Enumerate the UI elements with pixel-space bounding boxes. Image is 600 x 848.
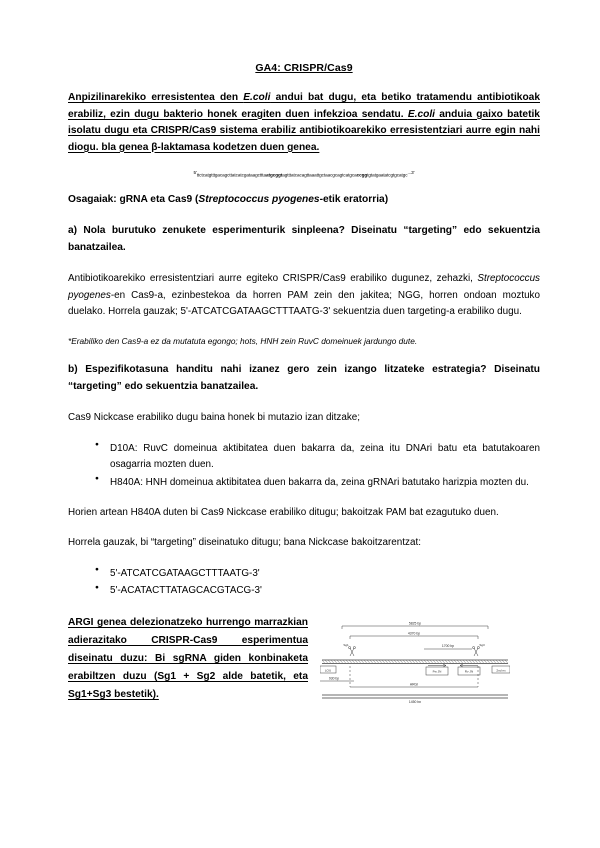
components-suffix: -etik eratorria): [319, 194, 389, 206]
sequence-pam-2: ccgg: [356, 172, 368, 178]
sequence-segment-2: agtttatcacagttaaattgctaacgcagtcatgca: [282, 172, 357, 178]
fig-label-bottom-span: 1450 bp: [408, 699, 422, 703]
list-item: ● 5'-ACATACTTATAGCACGTACG-3': [110, 583, 540, 599]
question-b: b) Espezifikotasuna handitu nahi izanez gero zein izango litzateke estrategia? Diseinatu “targeting” edo sekuentzia banatzailea.: [68, 364, 540, 392]
fig-label-second-span: 4370 bp: [407, 631, 421, 636]
sequence-pam-1: atgcggt: [266, 172, 283, 178]
list-item: ● H840A: HNH domeinua aktibitatea duen bakarra da, zeina gRNAri batutako harizpia mozten du.: [110, 475, 540, 491]
page-title: GA4: CRISPR/Cas9: [255, 62, 353, 74]
fig-label-rv-primer: Rv JN: [464, 669, 474, 674]
deletion-diagram-svg: [320, 617, 510, 703]
sequence-segment-1: ttctcatgtttgacagcttatcatcgataagcttta: [196, 172, 267, 178]
intro-italic-2: E.coli: [407, 108, 435, 120]
fig-label-left-gene: LOU: [324, 668, 332, 673]
sequence-segment-3: tgtatgaatatcgtgcatgc: [367, 172, 408, 178]
fig-label-right-gene: 2nd ex: [496, 668, 506, 673]
fig-label-sg3: Sg3: [479, 642, 485, 647]
intro-text-2: andui bat dugu, eta betiko tratamendu antibiotikoak erabiliz, ezin dugu bakterio honek eragiten duen infekzioa sendatu.: [68, 92, 540, 120]
components-heading: [68, 192, 540, 208]
fig-label-sg1: Sg1: [343, 642, 349, 647]
closing-section: [68, 614, 540, 705]
answer-a-italic-species: Streptococcus pyogenes: [68, 273, 540, 301]
components-prefix: Osagaiak: gRNA eta Cas9 (: [68, 194, 199, 206]
mutation-list: [68, 441, 540, 491]
answer-a-text-2: -en Cas9-a, ezinbestekoa da horren PAM zein den jakitea; NGG, horren ondoan moztuko duelako. Horrela gauzak; 5'-ATCATCGATAAGCTTTAATG-3' sekuentzia duen targeting-a erabiliko dugu.: [68, 289, 540, 318]
fig-label-mid-span: ARGI: [409, 682, 419, 687]
intro-text-3: anduia gaixo batetik isolatu dugu eta CRISPR/Cas9 sistema erabiliz antibiotikoarekiko erresistentziari aurre egin nahi diogu. bla genea β-laktamasa kodetzen duen genea.: [68, 108, 540, 153]
answer-b-intro: Cas9 Nickcase erabiliko dugu baina honek bi mutazio izan ditzake;: [68, 412, 361, 424]
intro-text-1: Anpizilinarekiko erresistentea den: [68, 92, 244, 103]
question-a: a) Nola burutuko zenukete esperimenturik sinpleena? Diseinatu “targeting” edo sekuentzia banatzailea.: [68, 225, 540, 253]
list-item: ● D10A: RuvC domeinua aktibitatea duen bakarra da, zeina itu DNAri batu eta batutakoaren osagarria mozten duen.: [110, 441, 540, 474]
answer-b-paragraph-1: Horien artean H840A duten bi Cas9 Nickcase erabiliko ditugu; bakoitzak PAM bat ezagutuko duen.: [68, 506, 499, 518]
components-species: Streptococcus pyogenes: [198, 194, 320, 206]
footnote-cas9: *Erabiliko den Cas9-a ez da mutatuta egongo; hots, HNH zein RuvC domeinuek jardungo dute.: [68, 335, 418, 346]
fig-label-top-span: 5825 bp: [408, 621, 422, 626]
list-item: ● 5'-ATCATCGATAAGCTTTAATG-3': [110, 566, 540, 582]
answer-a-text-1: Antibiotikoarekiko erresistentziari aurre egiteko CRISPR/Cas9 erabiliko dugunez, zehazki,: [68, 273, 478, 285]
fig-label-left-span: 930 bp: [328, 676, 340, 681]
targeting-sequence-list: [68, 566, 540, 600]
closing-paragraph: ARGI genea delezionatzeko hurrengo marrazkian adierazitako CRISPR-Cas9 esperimentua diseinatu duzu: Bi sgRNA giden konbinaketa erabiltzen duzu (Sg1 + Sg2 alde batetik, eta Sg1+Sg3 bestetik).: [68, 616, 308, 701]
fig-label-fw-primer: Fw JN: [432, 669, 442, 674]
answer-b-paragraph-2: Horrela gauzak, bi “targeting” diseinatuko ditugu; bana Nickcase bakoitzarentzat:: [68, 537, 421, 549]
sequence-three-prime-label: ...3': [407, 170, 415, 176]
intro-paragraph: [68, 90, 540, 156]
intro-italic-1: E.coli: [243, 92, 271, 103]
answer-a-paragraph: [68, 271, 540, 320]
dna-sequence-line: [68, 170, 540, 178]
crispr-deletion-figure: [320, 617, 510, 703]
fig-label-inner-span: 1700 bp: [441, 643, 455, 648]
sequence-five-prime-label: 5': [193, 170, 197, 176]
